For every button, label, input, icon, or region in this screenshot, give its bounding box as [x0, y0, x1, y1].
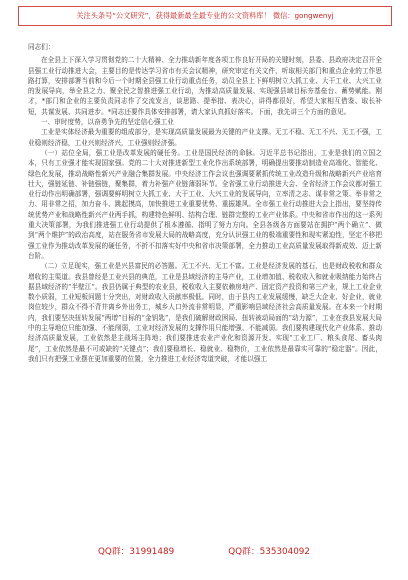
footer: [0, 540, 408, 560]
footer-qq-group-2: QQ群：535304092: [228, 546, 311, 557]
salutation: 同志们：: [28, 43, 55, 51]
footer-qq-group-1: QQ群：31991489: [97, 546, 175, 557]
section-intro-paragraph: 工业是实体经济最为重要的组成部分，是实现高质量发展最为关键的产业支撑。无工不稳、无工不兴、无工不强，工业稳则经济稳，工业兴则经济兴，工业强则经济强。: [28, 128, 382, 147]
subsection-2-paragraph: （二）立足现实，强工业是兴县富民的必答题。无工不兴、无工不富。工业是经济发展的基石，也是财政税收和群众增收的主渠道。我县曾经是工业兴县的典范，工业是县域经济的主导产业，工业增加值、税收收入和就业吸纳能力始终占据县域经济的“半壁江”。我县仍属于典型的农业县，税收收入主要依赖房地产、固定资产投资和第三产业，规上工业企业数小质弱，工业短板问题十分突出，对财政收入贡献率极低。同时，由于县内工业发展缓慢，缺乏大企业、好企业，就业岗位较少，群众不得不背井离乡外出务工，城乡人口外流非常明显，严重影响县域经济社会高质量发展。在本来一个时期内，我们要坚决扭转发展“两增”目标的“金钥匙”，是我们破解财政困局、扭转被动局面的“动力源”，工业在我县发展大局中的主导地位只能加强、不能削弱，工业对经济发展的支撑作用只能增强、不能减弱。我们要构建现代化产业体系、推动经济高质量发展，工业依然是主战场主阵地；我们要推进农业产业化和资源开发、实现“工业工厂、粮头食尾、畜头肉尾”，工业依然是最不可或缺的“关键点”；我们要稳增长、稳就业、稳物价，工业依然是最靠实可靠的“稳定器”。因此，我们只有把强工业摆在更加重要的位置，全力推进工业经济弯道突破，才能以强工: [28, 262, 382, 363]
subsection-1-paragraph: （一）站位全局，强工业是改革发展的硬任务。工业是国民经济的命脉。习近平总书记指出，工业是我们的立国之本，只有工业强才能实现国家强。党的二十大对推进新型工业化作出系统部署，明确提出要推动制造业高端化、智能化、绿色化发展，推动战略性新兴产业融合集群发展。中央经济工作会议也强调要紧抓传统工业改造升级和战略新兴产业培育壮大，强链延链、补链强链，聚集群，着力补强产业链薄弱环节。全省强工业行动推进大会、全省经济工作会议都对强工业行动作出明确部署，强调要鲜明树立大抓工业、大干工业、大兴工业的发展导向，立率清之志、谋非常之策、举非常之力、用非常之招，加力奋斗、跳起摸高，加快推进工业重要优势、重振雄风。全市强工业行动推进大会上指出，要坚持传统优势产业和战略性新兴产业两手抓，构建特色鲜明、结构合理、链群完整的工业产业体系。中央和省市作出的这一系列重大决策部署，为我们推进强工业行动提供了根本遵循、指明了努力方向。全县各级各方面要站在拥护“两个确立”、做到“两个维护”的政治高度，站在服务省市发展大局的战略高度，充分认识强工业的极端重要性和现实紧迫性，坚定不移把强工业作为推动改革发展的硬任务，不折不扣落实好中央和省市决策部署，全力推动工业高质量发展取得新成效、迈上新台阶。: [28, 148, 382, 260]
section-heading: 一、审时度势，以奋勇争先的坚定信心强工业: [41, 118, 174, 127]
promo-banner-text: 关注头条号“公文研究”，获得最新最全最专业的公文资料库！ 微信：gongwenyj: [76, 11, 334, 20]
promo-banner: [18, 6, 392, 26]
document-body: [28, 42, 382, 364]
intro-paragraph: 在全县上下深入学习贯彻党的二十大精神、全力推动新年度各项工作良好开局的关键时刻，县委、县政府决定召开全县强工业行动推进大会，主要目的是传达学习省市有关会议精神，研究审定有关文件，听取相关部门和重点企业的工作思路打算，安排部署当前和今后一个时期全县强工业行动重点任务，动员全县上下鲜明树立大抓工业、大干工业、大兴工业的发展导向，举全县之力、聚全民之智推进强工业行动，为推动高质量发展、实现强县域目标夯基垒台、蓄势赋能。刚才，*部门和企业的主要负责同志作了交流发言，谈思路、提举措、表决心，讲得都很好，希望大家相互借鉴、取长补短，共谋发展、共同进步。*同志还要作具体安排部署，请大家认真抓好落实。下面，我先讲三个方面的意见。: [28, 56, 382, 116]
